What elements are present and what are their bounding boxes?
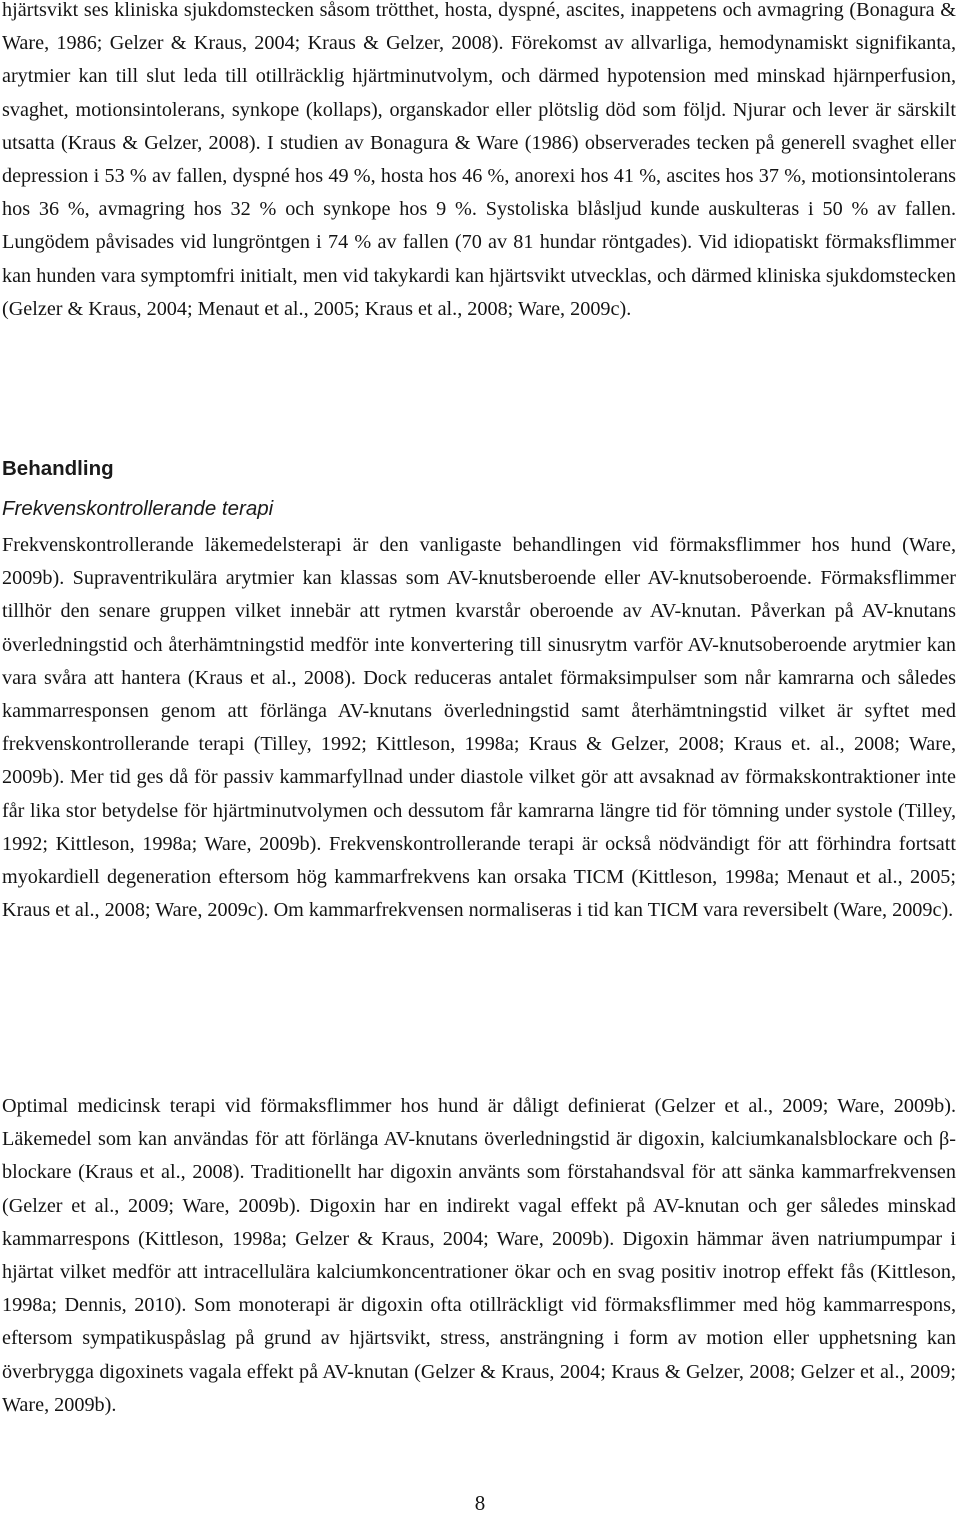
section-heading: Behandling — [2, 457, 114, 480]
page-number: 8 — [474, 1491, 486, 1515]
subsection-heading: Frekvenskontrollerande terapi — [2, 497, 274, 520]
body-paragraph: hjärtsvikt ses kliniska sjukdomstecken såsom trötthet, hosta, dyspné, ascites, inappetens och avmagring (Bonagura & Ware, 1986; Gelzer & Kraus, 2004; Kraus & Gelzer, 2008). Förekomst av allvarliga, hemodynamiskt signifikanta, arytmier kan till slut leda till otillräcklig hjärtminutvolym, och därmed hypotension med minskad hjärnperfusion, svaghet, motionsintolerans, synkope (kollaps), organskador eller plötslig död som följd. Njurar och lever är särskilt utsatta (Kraus & Gelzer, 2008). I studien av Bonagura & Ware (1986) observerades tecken på generell svaghet eller depression i 53 % av fallen, dyspné hos 49 %, hosta hos 46 %, anorexi hos 41 %, ascites hos 37 %, motionsintolerans hos 36 %, avmagring hos 32 % och synkope hos 9 %. Systoliska blåsljud kunde auskulteras i 50 % av fallen. Lungödem påvisades vid lungröntgen i 74 % av fallen (70 av 81 hundar röntgades). Vid idiopatiskt förmaksflimmer kan hunden vara symptomfri initialt, men vid takykardi kan hjärtsvikt utvecklas, och därmed kliniska sjukdomstecken (Gelzer & Kraus, 2004; Menaut et al., 2005; Kraus et al., 2008; Ware, 2009c). — [2, 0, 956, 320]
body-paragraph: Frekvenskontrollerande läkemedelsterapi är den vanligaste behandlingen vid förmaksflimmer hos hund (Ware, 2009b). Supraventrikulära arytmier kan klassas som AV-knutsberoende eller AV-knutsoberoende. Förmaksflimmer tillhör den senare gruppen vilket innebär att rytmen kvarstår oberoende av AV-knutan. Påverkan på AV-knutans överledningstid och återhämtningstid medför inte konvertering till sinusrytm varför AV-knutsoberoende arytmier kan vara svåra att hantera (Kraus et al., 2008). Dock reduceras antalet förmaksimpulser som når kamrarna och således kammarresponsen genom att förlänga AV-knutans överledningstid samt återhämtningstid vilket är syftet med frekvenskontrollerande terapi (Tilley, 1992; Kittleson, 1998a; Kraus & Gelzer, 2008; Kraus et. al., 2008; Ware, 2009b). Mer tid ges då för passiv kammarfyllnad under diastole vilket gör att avsaknad av förmakskontraktioner inte får lika stor betydelse för hjärtminutvolymen och dessutom får kamrarna längre tid för tömning under systole (Tilley, 1992; Kittleson, 1998a; Ware, 2009b). Frekvenskontrollerande terapi är också nödvändigt för att förhindra fortsatt myokardiell degeneration eftersom hög kammarfrekvens kan orsaka TICM (Kittleson, 1998a; Menaut et al., 2005; Kraus et al., 2008; Ware, 2009c). Om kammarfrekvensen normaliseras i tid kan TICM vara reversibelt (Ware, 2009c). — [2, 534, 956, 922]
body-paragraph: Optimal medicinsk terapi vid förmaksflimmer hos hund är dåligt definierat (Gelzer et al., 2009; Ware, 2009b). Läkemedel som kan användas för att förlänga AV-knutans överledningstid är digoxin, kalciumkanalsblockare och β-blockare (Kraus et al., 2008). Traditionellt har digoxin använts som förstahandsval för att sänka kammarfrekvensen (Gelzer et al., 2009; Ware, 2009b). Digoxin har en indirekt vagal effekt på AV-knutan och ger således minskad kammarrespons (Kittleson, 1998a; Gelzer & Kraus, 2004; Ware, 2009b). Digoxin hämmar även natriumpumpar i hjärtat vilket medför att intracellulära kalciumkoncentrationer ökar och en svag positiv inotrop effekt fås (Kittleson, 1998a; Dennis, 2010). Som monoterapi är digoxin ofta otillräckligt vid förmaksflimmer med hög kammarrespons, eftersom sympatikuspåslag på grund av hjärtsvikt, stress, ansträngning i form av motion eller upphetsning kan överbrygga digoxinets vagala effekt på AV-knutan (Gelzer & Kraus, 2004; Kraus & Gelzer, 2008; Gelzer et al., 2009; Ware, 2009b). — [2, 1095, 956, 1416]
